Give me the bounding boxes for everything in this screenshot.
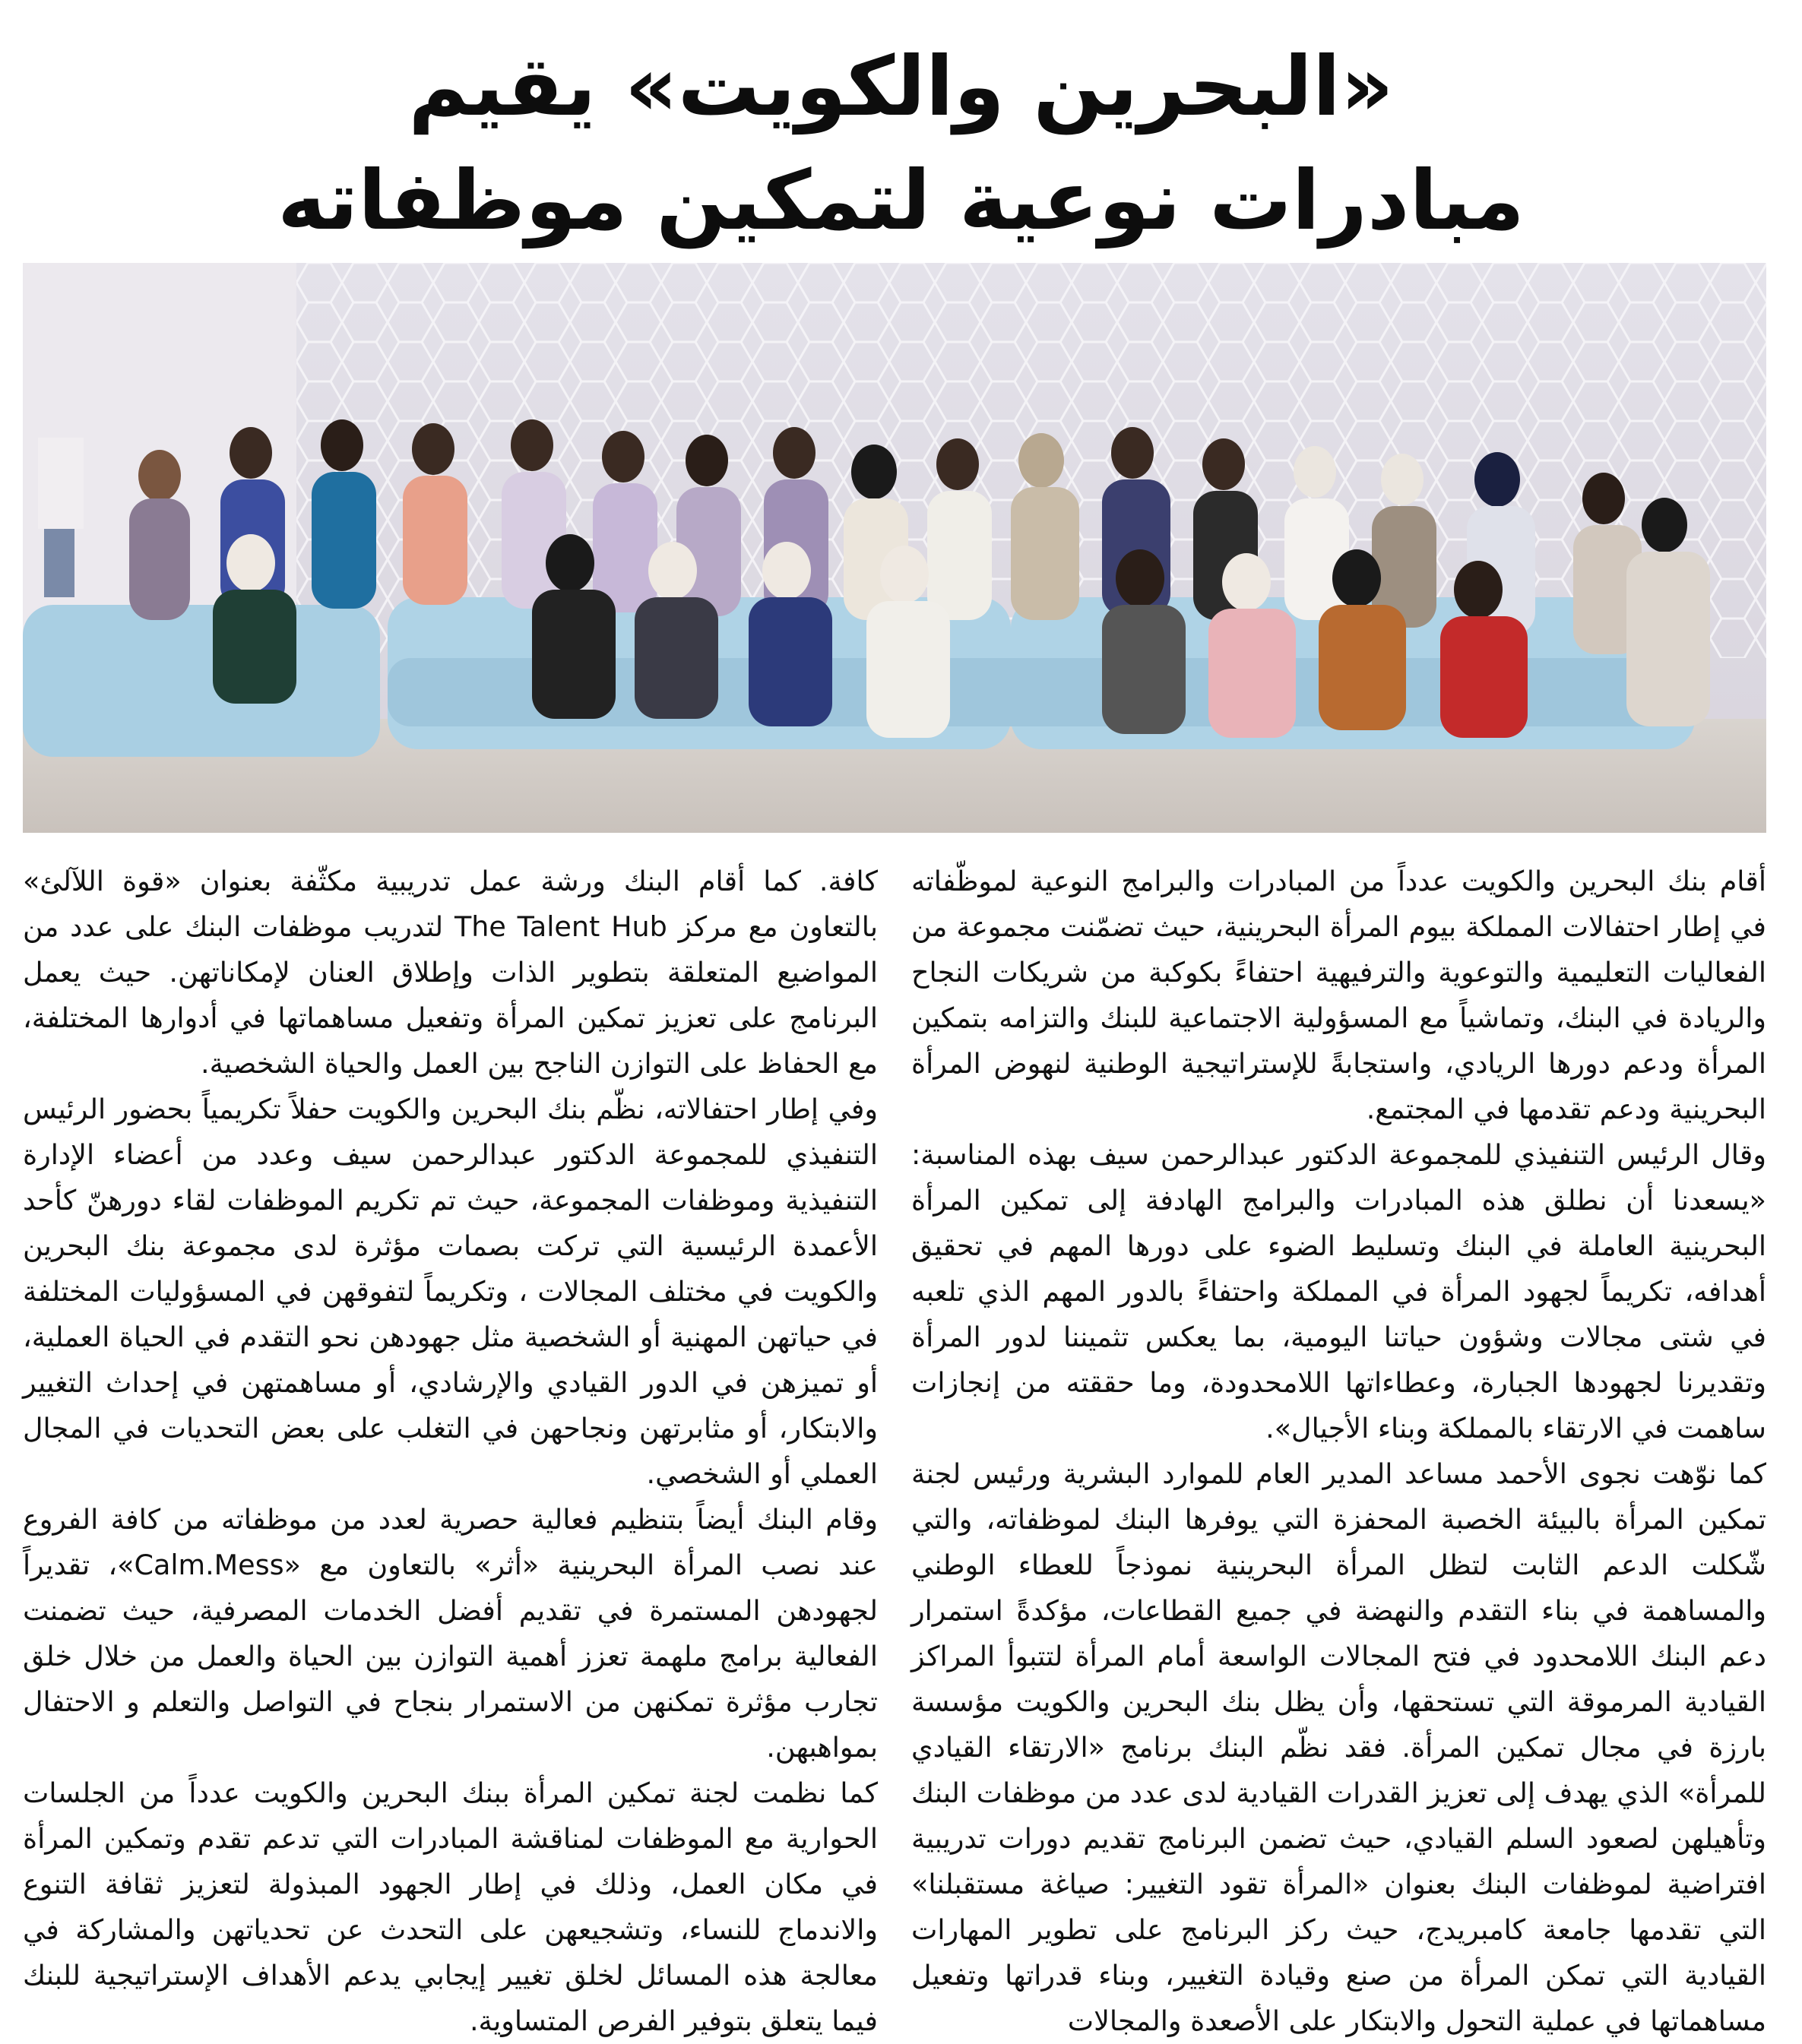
headline-line-2: مبادرات نوعية لتمكين موظفاته: [277, 153, 1525, 248]
paragraph: وقال الرئيس التنفيذي للمجموعة الدكتور عبدالرحمن سيف بهذه المناسبة: «يسعدنا أن نطلق هذه المبادرات والبرامج الهادفة إلى تمكين المرأة البحرينية العاملة في البنك وتسليط الضوء على دورها المهم في تحقيق أهدافه، تكريماً لجهود المرأة في المملكة واحتفاءً بالدور المهم الذي تلعبه في شتى مجالات وشؤون حياتنا اليومية، بما يعكس تثميننا لدور المرأة وتقديرنا لجهودها الجبارة، وعطاءاتها اللامحدودة، وما حققته من إنجازات ساهمت في الارتقاء بالمملكة وبناء الأجيال».: [911, 1138, 1766, 1444]
paragraph: كما نوّهت نجوى الأحمد مساعد المدير العام للموارد البشرية ورئيس لجنة تمكين المرأة بالبيئة الخصبة المحفزة التي يوفرها البنك لموظفاته، والتي شّكلت الدعم الثابت لتظل المرأة البحرينية نموذجاً للعطاء الوطني والمساهمة في بناء التقدم والنهضة في جميع القطاعات، مؤكدةً استمرار دعم البنك اللامحدود في فتح المجالات الواسعة أمام المرأة لتتبوأ المراكز القيادية المرموقة التي تستحقها، وأن يظل بنك البحرين والكويت مؤسسة بارزة في مجال تمكين المرأة. فقد نظّم البنك برنامج «الارتقاء القيادي للمرأة» الذي يهدف إلى تعزيز القدرات القيادية لدى عدد من موظفات البنك وتأهيلهن لصعود السلم القيادي، حيث تضمن البرنامج تقديم دورات تدريبية افتراضية لموظفات البنك بعنوان «المرأة تقود التغيير: صياغة مستقبلنا» التي تقدمها جامعة كامبريدج، حيث ركز البرنامج على تطوير المهارات القيادية التي تمكن المرأة من صنع وقيادة التغيير، وبناء قدراتها وتفعيل مساهماتها في عملية التحول والابتكار على الأصعدة والمجالات: [911, 1457, 1766, 2037]
paragraph: كافة. كما أقام البنك ورشة عمل تدريبية مكثّفة بعنوان «قوة اللآلئ» بالتعاون مع مركز The Talent Hub لتدريب موظفات البنك على عدد من المواضيع المتعلقة بتطوير الذات وإطلاق العنان لإمكاناتهن. حيث يعمل البرنامج على تعزيز تمكين المرأة وتفعيل مساهماتها في أدوارها المختلفة، مع الحفاظ على التوازن الناجح بين العمل والحياة الشخصية.: [23, 865, 878, 1080]
paragraph: أقام بنك البحرين والكويت عدداً من المبادرات والبرامج النوعية لموظّفاته في إطار احتفالات المملكة بيوم المرأة البحرينية، حيث تضمّنت مجموعة من الفعاليات التعليمية والتوعوية والترفيهية احتفاءً بكوكبة من شريكات النجاح والريادة في البنك، وتماشياً مع المسؤولية الاجتماعية للبنك والتزامه بتمكين المرأة ودعم دورها الريادي، واستجابةً للإستراتيجية الوطنية لنهوض المرأة البحرينية ودعم تقدمها في المجتمع.: [911, 865, 1766, 1125]
article-column-left: [23, 859, 878, 2037]
article-body: [23, 859, 1766, 2037]
article-column-right: [911, 859, 1766, 2037]
group-photo: [23, 263, 1766, 833]
paragraph: وقام البنك أيضاً بتنظيم فعالية حصرية لعدد من موظفاته من كافة الفروع عند نصب المرأة البحرينية «أثر» بالتعاون مع «Calm.Mess»، تقديراً لجهودهن المستمرة في تقديم أفضل الخدمات المصرفية، حيث تضمنت الفعالية برامج ملهمة تعزز أهمية التوازن بين الحياة والعمل من خلال خلق تجارب مؤثرة تمكنهن من الاستمرار بنجاح في التواصل والتعلم و الاحتفال بمواهبهن.: [23, 1503, 878, 1764]
paragraph: وفي إطار احتفالاته، نظّم بنك البحرين والكويت حفلاً تكريمياً بحضور الرئيس التنفيذي للمجموعة الدكتور عبدالرحمن سيف وعدد من أعضاء الإدارة التنفيذية وموظفات المجموعة، حيث تم تكريم الموظفات لقاء دورهنّ كأحد الأعمدة الرئيسية التي تركت بصمات مؤثرة لدى مجموعة بنك البحرين والكويت في مختلف المجالات ، وتكريماً لتفوقهن في المسؤوليات المختلفة في حياتهن المهنية أو الشخصية مثل جهودهن نحو التقدم في الحياة العملية، أو تميزهن في الدور القيادي والإرشادي، أو مساهمتهن في إحداث التغيير والابتكار، أو مثابرتهن ونجاحهن في التغلب على بعض التحديات في المجال العملي أو الشخصي.: [23, 1093, 878, 1490]
headline: [0, 30, 1802, 258]
headline-line-1: «البحرين والكويت» يقيم: [408, 40, 1394, 134]
paragraph: كما نظمت لجنة تمكين المرأة ببنك البحرين والكويت عدداً من الجلسات الحوارية مع الموظفات لمناقشة المبادرات التي تدعم تقدم وتمكين المرأة في مكان العمل، وذلك في إطار الجهود المبذولة لتعزيز ثقافة التنوع والاندماج للنساء، وتشجيعهن على التحدث عن تحدياتهن والمشاركة في معالجة هذه المسائل لخلق تغيير إيجابي يدعم الأهداف الإستراتيجية للبنك فيما يتعلق بتوفير الفرص المتساوية.: [23, 1777, 878, 2037]
group-photo-icon: [23, 263, 1766, 833]
